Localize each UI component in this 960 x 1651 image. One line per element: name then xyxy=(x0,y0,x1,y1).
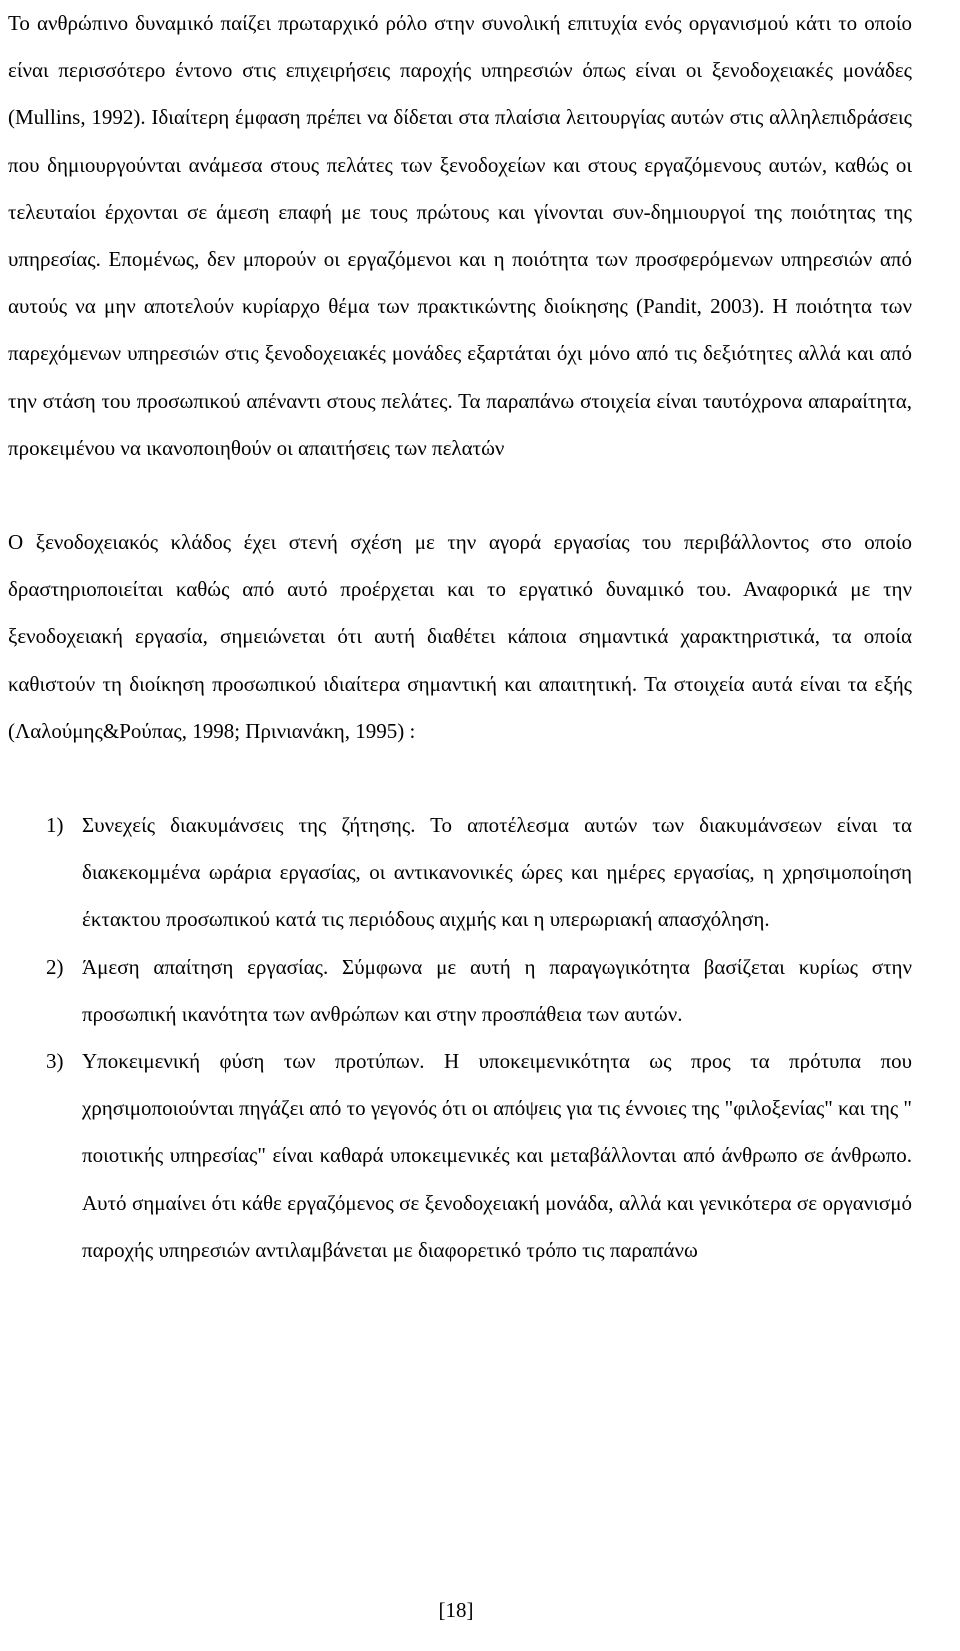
list-item-text: Συνεχείς διακυμάνσεις της ζήτησης. Το αποτέλεσμα αυτών των διακυμάνσεων είναι τα διακεκομμένα ωράρια εργασίας, οι αντικανονικές ώρες και ημέρες εργασίας, η χρησιμοποίηση έκτακτου προσωπικού κατά τις περιόδους αιχμής και η υπερωριακή απασχόληση. xyxy=(82,813,912,932)
list-item-text: Υποκειμενική φύση των προτύπων. Η υποκειμενικότητα ως προς τα πρότυπα που χρησιμοποιούνται πηγάζει από το γεγονός ότι οι απόψεις για τις έννοιες της "φιλοξενίας" και της " ποιοτικής υπηρεσίας" είναι καθαρά υποκειμενικές και μεταβάλλονται από άνθρωπο σε άνθρωπο. Αυτό σημαίνει ότι κάθε εργαζόμενος σε ξενοδοχειακή μονάδα, αλλά και γενικότερα σε οργανισμό παροχής υπηρεσιών αντιλαμβάνεται με διαφορετικό τρόπο τις παραπάνω xyxy=(82,1049,912,1262)
list-item-number: 1) xyxy=(46,813,64,838)
list-item xyxy=(8,802,912,944)
list-item-number: 3) xyxy=(46,1049,64,1074)
page-number: [18] xyxy=(438,1598,474,1622)
paragraph-human-resources: Το ανθρώπινο δυναμικό παίζει πρωταρχικό ρόλο στην συνολική επιτυχία ενός οργανισμού κάτι το οποίο είναι περισσότερο έντονο στις επιχειρήσεις παροχής υπηρεσιών όπως είναι οι ξενοδοχειακές μονάδες (Mullins, 1992). Ιδιαίτερη έμφαση πρέπει να δίδεται στα πλαίσια λειτουργίας αυτών στις αλληλεπιδράσεις που δημιουργούνται ανάμεσα στους πελάτες των ξενοδοχείων και στους εργαζόμενους αυτών, καθώς οι τελευταίοι έρχονται σε άμεση επαφή με τους πρώτους και γίνονται συν-δημιουργοί της ποιότητας της υπηρεσίας. Επομένως, δεν μπορούν οι εργαζόμενοι και η ποιότητα των προσφερόμενων υπηρεσιών από αυτούς να μην αποτελούν κυρίαρχο θέμα των πρακτικώντης διοίκησης (Pandit, 2003). Η ποιότητα των παρεχόμενων υπηρεσιών στις ξενοδοχειακές μονάδες εξαρτάται όχι μόνο από τις δεξιότητες αλλά και από την στάση του προσωπικού απέναντι στους πελάτες. Τα παραπάνω στοιχεία είναι ταυτόχρονα απαραίτητα, προκειμένου να ικανοποιηθούν οι απαιτήσεις των πελατών xyxy=(8,11,913,460)
list-item xyxy=(8,1038,912,1274)
list-item-text: Άμεση απαίτηση εργασίας. Σύμφωνα με αυτή η παραγωγικότητα βασίζεται κυρίως στην προσωπική ικανότητα των ανθρώπων και στην προσπάθεια των αυτών. xyxy=(82,954,912,1026)
characteristics-list xyxy=(8,802,912,1274)
list-item-number: 2) xyxy=(46,954,64,979)
paragraph-hotel-sector: Ο ξενοδοχειακός κλάδος έχει στενή σχέση με την αγορά εργασίας του περιβάλλοντος στο οποίο δραστηριοποιείται καθώς από αυτό προέρχεται και το εργατικό δυναμικό του. Αναφορικά με την ξενοδοχειακή εργασία, σημειώνεται ότι αυτή διαθέτει κάποια σημαντικά χαρακτηριστικά, τα οποία καθιστούν τη διοίκηση προσωπικού ιδιαίτερα σημαντική και απαιτητική. Τα στοιχεία αυτά είναι τα εξής (Λαλούμης&Ρούπας, 1998; Πρινιανάκη, 1995) : xyxy=(8,530,912,743)
document-page xyxy=(8,0,912,1274)
list-item xyxy=(8,944,912,1038)
